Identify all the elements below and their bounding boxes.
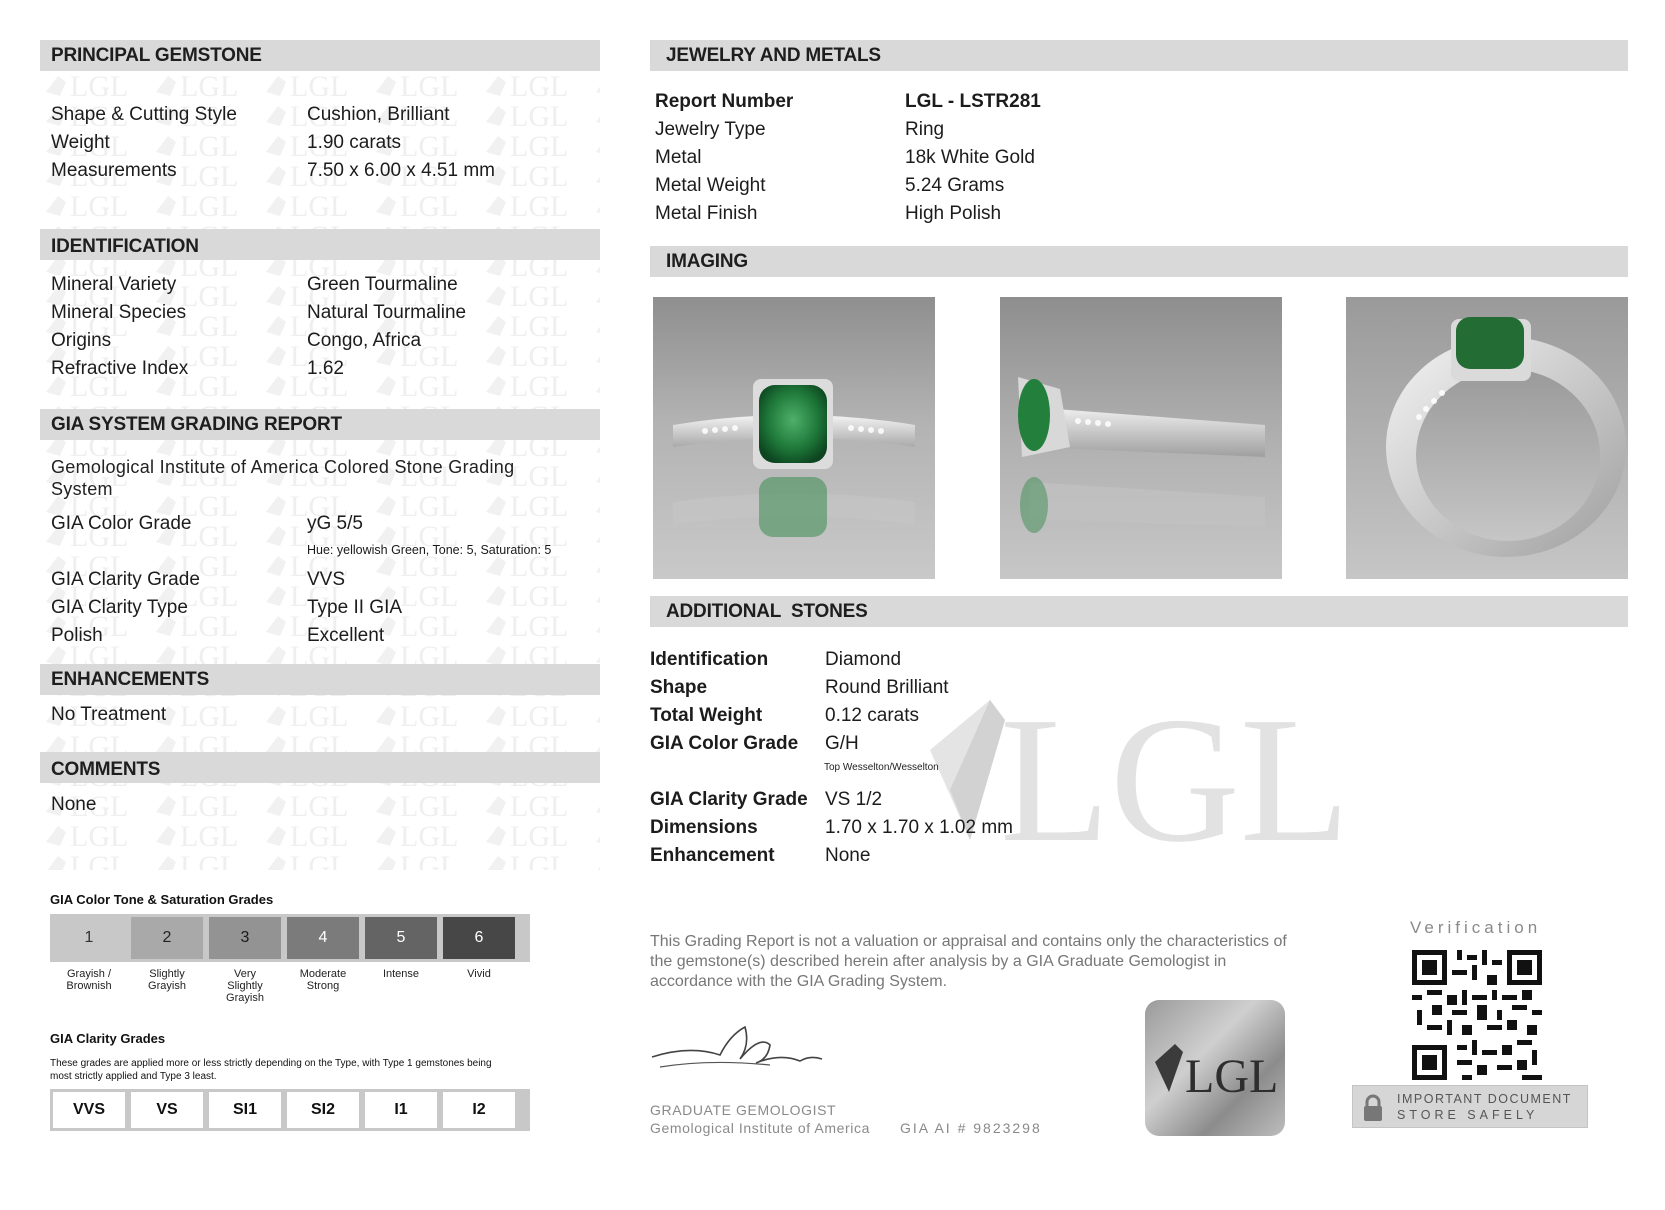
jewelry-type-value: Ring [905, 119, 945, 140]
clarity-grade-si1: SI1 [209, 1092, 281, 1128]
clarity-grade-vs: VS [131, 1092, 203, 1128]
gia-color-grade-label: GIA Color Grade [51, 513, 192, 534]
gia-color-grade-row [51, 513, 596, 539]
weight-value: 1.90 carats [307, 132, 401, 153]
jewelry-metals-title: JEWELRY AND METALS [666, 45, 881, 66]
identification-title: IDENTIFICATION [51, 236, 199, 257]
refractive-index-row [51, 358, 596, 384]
comments-value: None [51, 794, 97, 815]
enhancements-value: No Treatment [51, 704, 167, 725]
add-shape-label: Shape [650, 677, 708, 698]
gia-color-grade-value: yG 5/5 [307, 513, 363, 534]
store-safely-text: STORE SAFELY [1397, 1108, 1539, 1122]
metal-finish-label: Metal Finish [655, 203, 758, 224]
weight-row [51, 132, 596, 158]
add-identification-label: Identification [650, 649, 769, 670]
add-dimensions-label: Dimensions [650, 817, 758, 838]
clarity-scale-title: GIA Clarity Grades [50, 1031, 166, 1046]
origins-value: Congo, Africa [307, 330, 422, 351]
gia-clarity-grade-value: VVS [307, 569, 346, 590]
add-total-weight-value: 0.12 carats [825, 705, 919, 726]
tone-scale-title: GIA Color Tone & Saturation Grades [50, 892, 274, 907]
ring-photo-side [1000, 297, 1282, 579]
metal-label: Metal [655, 147, 702, 168]
add-shape-value: Round Brilliant [825, 677, 949, 698]
verification-title: Verification [1410, 918, 1542, 937]
principal-gemstone-header [40, 40, 600, 71]
shape-row [51, 104, 596, 130]
tone-grade-caption-2: Slightly Grayish [148, 968, 186, 992]
left-panel [40, 40, 600, 870]
ring-photo-front [653, 297, 935, 579]
jewelry-type-label: Jewelry Type [655, 119, 766, 140]
clarity-grade-i1: I1 [365, 1092, 437, 1128]
tone-grade-caption-6: Vivid [467, 968, 491, 980]
measurements-row [51, 160, 596, 186]
report-number-value: LGL - LSTR281 [905, 91, 1041, 112]
enhancements-row [51, 704, 596, 730]
polish-value: Excellent [307, 625, 385, 646]
metal-finish-value: High Polish [905, 203, 1002, 224]
principal-gemstone-title: PRINCIPAL GEMSTONE [51, 45, 262, 66]
add-color-grade-value: G/H [825, 733, 859, 754]
measurements-value: 7.50 x 6.00 x 4.51 mm [307, 160, 495, 181]
additional-stones-title: ADDITIONAL STONES [666, 601, 868, 622]
ring-photo-angled [1346, 297, 1628, 579]
shape-label: Shape & Cutting Style [51, 104, 237, 125]
jewelry-metals-header [650, 40, 1628, 71]
additional-stones-header [650, 596, 1628, 627]
add-enhancement-value: None [825, 845, 871, 866]
gia-color-grade-note: Hue: yellowish Green, Tone: 5, Saturation: 5 [307, 543, 552, 557]
enhancements-header [40, 664, 600, 695]
shape-value: Cushion, Brilliant [307, 104, 450, 125]
add-identification-value: Diamond [825, 649, 902, 670]
imaging-header [650, 246, 1628, 277]
refractive-index-value: 1.62 [307, 358, 344, 379]
imaging-title: IMAGING [666, 251, 748, 272]
tone-grade-4: 4 [287, 917, 359, 959]
tone-grade-caption-1: Grayish / Brownish [66, 968, 112, 992]
polish-row [51, 625, 596, 651]
mineral-variety-value: Green Tourmaline [307, 274, 458, 295]
add-clarity-grade-value: VS 1/2 [825, 789, 883, 810]
mineral-variety-row [51, 274, 596, 300]
metal-value: 18k White Gold [905, 147, 1035, 168]
polish-label: Polish [51, 625, 103, 646]
tone-grade-6: 6 [443, 917, 515, 959]
gemologist-signature [650, 1015, 830, 1075]
metal-weight-label: Metal Weight [655, 175, 766, 196]
clarity-grade-vvs: VVS [53, 1092, 125, 1128]
weight-label: Weight [51, 132, 110, 153]
gia-clarity-grade-row [51, 569, 596, 595]
refractive-index-label: Refractive Index [51, 358, 189, 379]
hologram-lgl-text: LGL [1185, 1050, 1279, 1103]
clarity-scale-description: These grades are applied more or less strictly depending on the Type, with Type 1 gemstones being most strictly applied and Type 3 least. [50, 1058, 492, 1082]
comments-row [51, 794, 596, 820]
lgl-watermark-text: LGL [1000, 680, 1350, 860]
gia-clarity-grade-label: GIA Clarity Grade [51, 569, 200, 590]
tone-grade-5: 5 [365, 917, 437, 959]
add-color-grade-note: Top Wesselton/Wesselton [824, 762, 939, 773]
hologram-seal [1145, 1000, 1285, 1136]
origins-row [51, 330, 596, 356]
gia-report-intro: Gemological Institute of America Colored Stone Grading System [51, 457, 515, 499]
mineral-species-value: Natural Tourmaline [307, 302, 467, 323]
padlock-icon [1362, 1094, 1384, 1122]
verification-qr-code[interactable] [1412, 950, 1542, 1080]
tone-grade-caption-3: Very Slightly Grayish [226, 968, 264, 1004]
gia-clarity-type-label: GIA Clarity Type [51, 597, 188, 618]
gia-report-title: GIA SYSTEM GRADING REPORT [51, 414, 342, 435]
identification-header [40, 229, 600, 260]
clarity-scale-strip [50, 1089, 530, 1131]
graduate-gemologist-title: GRADUATE GEMOLOGIST [650, 1102, 837, 1118]
tone-grade-3: 3 [209, 917, 281, 959]
tone-grade-2: 2 [131, 917, 203, 959]
disclaimer-text: This Grading Report is not a valuation or appraisal and contains only the characteristics of the gemstone(s) described herein after analysis by a GIA Graduate Gemologist in accordance with the GIA Grading System. [650, 933, 1287, 990]
tone-grade-caption-5: Intense [382, 968, 420, 980]
important-document-text: IMPORTANT DOCUMENT [1397, 1092, 1572, 1106]
tone-grade-1: 1 [53, 917, 125, 959]
add-total-weight-label: Total Weight [650, 705, 763, 726]
add-color-grade-label: GIA Color Grade [650, 733, 799, 754]
tone-grade-caption-4: Moderate Strong [299, 968, 347, 992]
gia-clarity-type-value: Type II GIA [307, 597, 403, 618]
gia-clarity-type-row [51, 597, 596, 623]
important-document-badge [1352, 1085, 1588, 1128]
report-number-label: Report Number [655, 91, 794, 112]
add-enhancement-label: Enhancement [650, 845, 775, 866]
comments-header [40, 752, 600, 783]
mineral-variety-label: Mineral Variety [51, 274, 177, 295]
clarity-grade-i2: I2 [443, 1092, 515, 1128]
add-dimensions-value: 1.70 x 1.70 x 1.02 mm [825, 817, 1013, 838]
origins-label: Origins [51, 330, 112, 351]
clarity-grade-si2: SI2 [287, 1092, 359, 1128]
gia-ai-number: GIA AI # 9823298 [900, 1120, 1042, 1136]
metal-weight-value: 5.24 Grams [905, 175, 1005, 196]
gemologist-org: Gemological Institute of America [650, 1120, 870, 1136]
comments-title: COMMENTS [51, 759, 161, 780]
measurements-label: Measurements [51, 160, 177, 181]
mineral-species-label: Mineral Species [51, 302, 187, 323]
mineral-species-row [51, 302, 596, 328]
enhancements-title: ENHANCEMENTS [51, 669, 210, 690]
gia-report-header [40, 409, 600, 440]
add-clarity-grade-label: GIA Clarity Grade [650, 789, 808, 810]
